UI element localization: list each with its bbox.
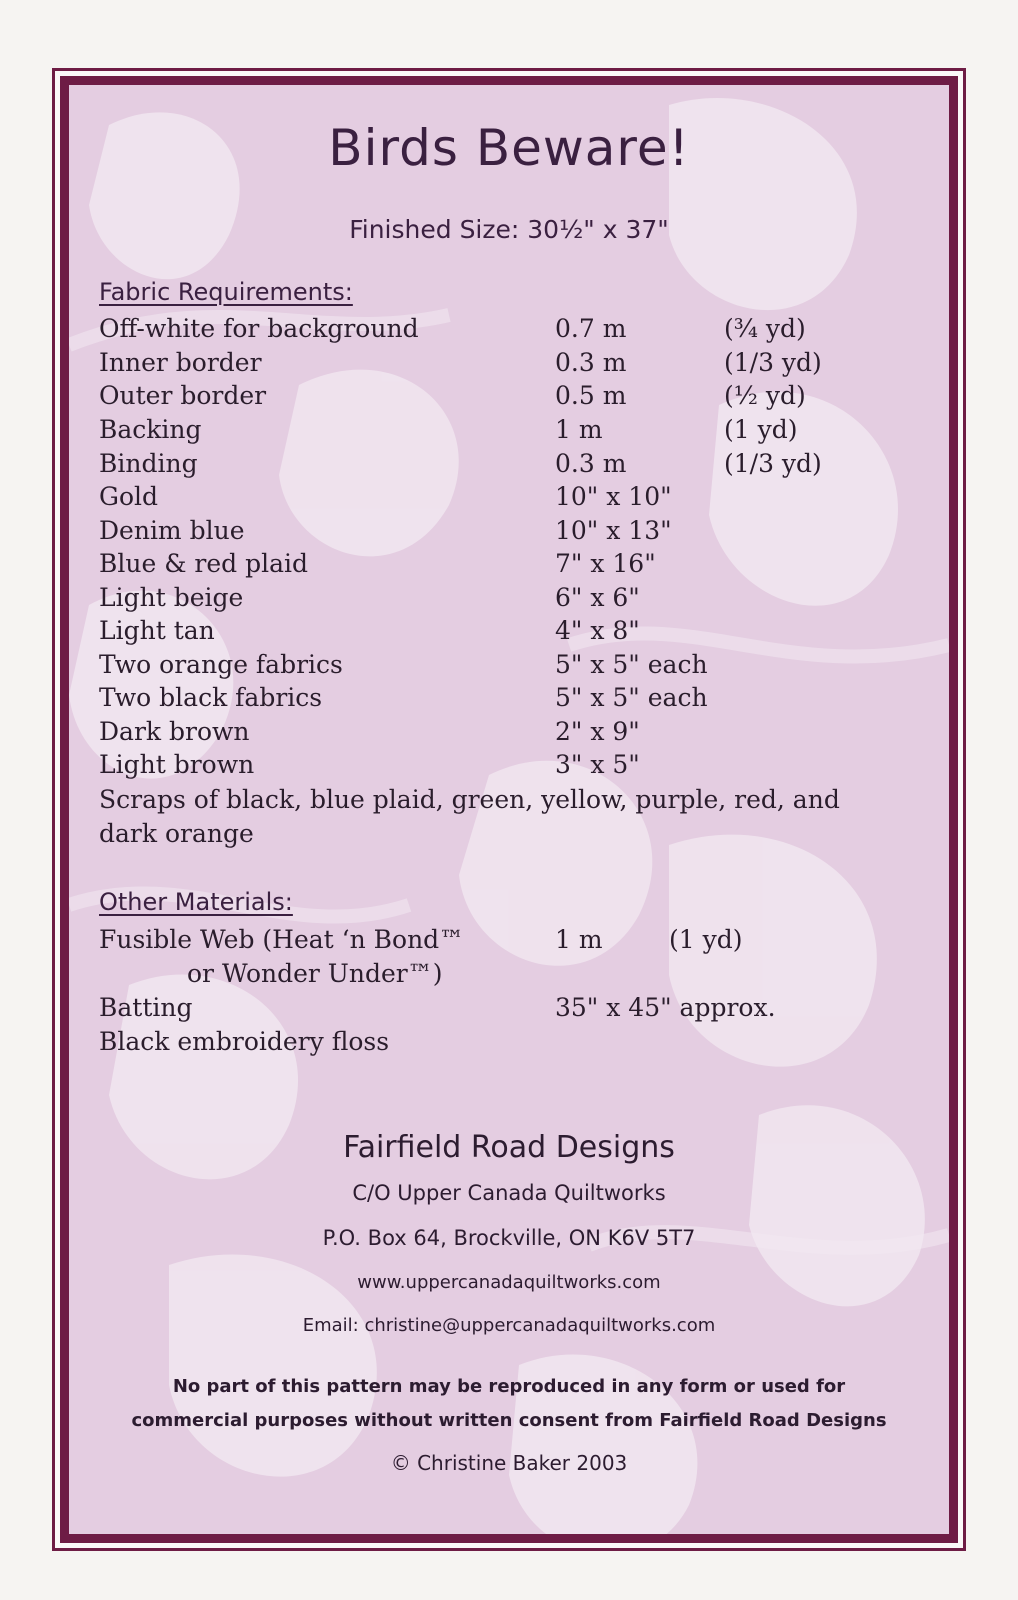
fabric-row [69,348,949,382]
fabric-row [69,616,949,650]
material-qty: 35" x 45" approx. [555,993,776,1022]
fabric-row [69,449,949,483]
fabric-imperial: (¾ yd) [724,314,806,343]
fabric-metric: 7" x 16" [555,549,656,578]
fabric-name: Off-white for background [99,314,419,343]
fabric-name: Light tan [99,616,215,645]
material-name: Batting [99,993,193,1022]
fabric-row [69,381,949,415]
fabric-name: Binding [99,449,198,478]
fabric-metric: 0.5 m [555,381,627,410]
inner-frame [60,76,958,1543]
fabric-metric: 0.7 m [555,314,627,343]
scraps-note [99,783,929,851]
fabric-imperial: (1/3 yd) [724,348,822,377]
material-imperial: (1 yd) [669,925,743,954]
pattern-title: Birds Beware! [328,119,690,177]
scraps-line: Scraps of black, blue plaid, green, yellow, purple, red, and [99,785,840,814]
other-materials-heading: Other Materials: [99,888,293,916]
fabric-row [69,683,949,717]
fabric-imperial: (1 yd) [724,415,798,444]
finished-size: Finished Size: 30½" x 37" [349,215,669,244]
fabric-row [69,650,949,684]
fabric-row [69,750,949,784]
fabric-row [69,415,949,449]
fabric-metric: 10" x 13" [555,516,672,545]
fabric-row [69,549,949,583]
fabric-requirements-heading: Fabric Requirements: [99,278,353,306]
website-link[interactable]: www.uppercanadaquiltworks.com [357,1272,661,1293]
fabric-metric: 1 m [555,415,603,444]
fabric-metric: 4" x 8" [555,616,640,645]
fabric-imperial: (1/3 yd) [724,449,822,478]
fabric-name: Light beige [99,583,244,612]
fabric-name: Dark brown [99,717,250,746]
fabric-imperial: (½ yd) [724,381,806,410]
fabric-row [69,482,949,516]
material-name: Black embroidery floss [99,1027,390,1056]
material-qty: 1 m [555,925,603,954]
fabric-name: Blue & red plaid [99,549,309,578]
fabric-name: Gold [99,482,159,511]
fabric-metric: 10" x 10" [555,482,672,511]
fabric-metric: 2" x 9" [555,717,640,746]
material-name: Fusible Web (Heat ‘n Bond™ [99,925,465,954]
material-name-continued: or Wonder Under™) [187,959,443,988]
fabric-metric: 0.3 m [555,348,627,377]
fabric-name: Inner border [99,348,262,377]
fabric-name: Denim blue [99,516,245,545]
fabric-metric: 6" x 6" [555,583,640,612]
fabric-metric: 5" x 5" each [555,650,708,679]
fabric-metric: 3" x 5" [555,750,640,779]
fabric-name: Backing [99,415,202,444]
fabric-name: Outer border [99,381,267,410]
fabric-row [69,516,949,550]
fabric-row [69,314,949,348]
pattern-content [69,85,949,1534]
fabric-name: Two orange fabrics [99,650,343,679]
copyright-line: © Christine Baker 2003 [390,1451,628,1475]
address-line: P.O. Box 64, Brockville, ON K6V 5T7 [322,1226,696,1250]
fabric-metric: 5" x 5" each [555,683,708,712]
address-line: C/O Upper Canada Quiltworks [352,1181,666,1205]
fabric-row [69,583,949,617]
email-link[interactable]: Email: christine@uppercanadaquiltworks.com [302,1315,716,1336]
brand-name: Fairfield Road Designs [343,1130,675,1165]
fabric-row [69,717,949,751]
fabric-name: Two black fabrics [99,683,323,712]
fabric-metric: 0.3 m [555,449,627,478]
scraps-line: dark orange [99,819,254,848]
fabric-name: Light brown [99,750,255,779]
copyright-notice: No part of this pattern may be reproduced in any form or used for commercial purposes without written consent from Fairfield Road Designs [131,1376,887,1431]
